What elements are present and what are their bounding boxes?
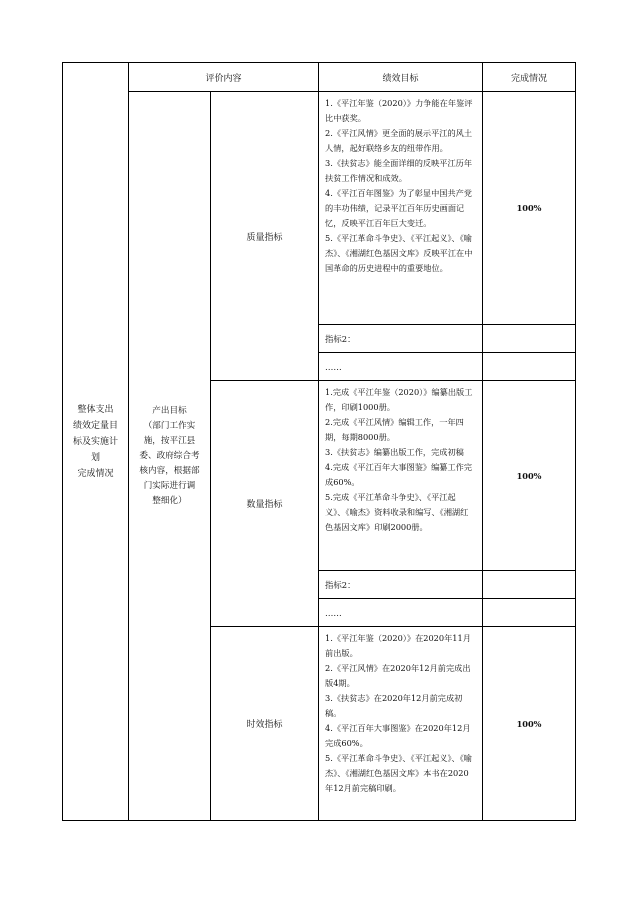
output-label-line: 核内容，根据部 [139,465,200,476]
ellipsis-label: …… [319,353,483,381]
target-item: 3.《扶贫志》编纂出版工作，完成初稿 [325,447,464,457]
side-label-line: 划 [90,452,100,463]
quality-completion: 100% [483,92,576,325]
indicator-2-label: 指标2： [319,571,483,599]
target-item: 2.《平江风情》在2020年12月前完成出版4期。 [325,663,471,688]
target-item: 5.《平江革命斗争史》、《平江起义》、《喻杰》、《湘湖红色基因文库》反映平江在中国革命的历史进程中的重要地位。 [325,233,473,273]
target-item: 1.《平江年鉴（2020）》在2020年11月前出版。 [325,633,471,658]
target-item: 1.完成《平江年鉴（2020）》编纂出版工作，印刷1000册。 [325,387,473,412]
side-label-line: 标及实施计 [72,436,118,447]
target-item: 4.《平江百年大事图鉴》在2020年12月完成60%。 [325,723,471,748]
output-label-line: （部门工作实 [143,420,196,431]
empty-completion-cell [483,599,576,627]
output-label-line: 整细化） [152,495,187,506]
category-quality: 质量指标 [211,92,319,381]
target-item: 5.完成《平江革命斗争史》、《平江起义》、《喻杰》资料收录和编写、《湘湖红色基因文库》印刷2000册。 [325,492,469,532]
quality-targets [319,92,483,325]
quantity-targets [319,381,483,571]
header-row [63,63,576,92]
target-item: 3.《扶贫志》在2020年12月前完成初稿。 [325,693,463,718]
empty-completion-cell [483,353,576,381]
performance-table [62,62,576,821]
empty-completion-cell [483,571,576,599]
side-label-line: 完成情况 [77,468,114,479]
timeliness-completion: 100% [483,627,576,821]
target-item: 4.完成《平江百年大事图鉴》编纂工作完成60%。 [325,462,473,487]
target-item: 1.《平江年鉴（2020）》力争能在年鉴评比中获奖。 [325,98,473,123]
target-item: 3.《扶贫志》能全面详细的反映平江历年扶贫工作情况和成效。 [325,158,473,183]
output-label-line: 产出目标 [152,405,187,416]
header-completion: 完成情况 [483,63,576,92]
indicator-2-label: 指标2： [319,325,483,353]
quality-row [63,92,576,325]
header-perf-target: 绩效目标 [319,63,483,92]
output-label-cell [129,92,211,821]
output-label-line: 施，按平江县 [143,435,196,446]
target-item: 5.《平江革命斗争史》、《平江起义》、《喻杰》、《湘湖红色基因文库》本书在2020年12月前完稿印刷。 [325,753,472,793]
ellipsis-label: …… [319,599,483,627]
side-label-line: 绩效定量目 [72,420,118,431]
category-quantity: 数量指标 [211,381,319,627]
timeliness-targets [319,627,483,821]
target-item: 2.完成《平江风情》编辑工作，一年四期，每期8000册。 [325,417,464,442]
side-label-cell [63,63,129,821]
empty-completion-cell [483,325,576,353]
quantity-completion: 100% [483,381,576,571]
target-item: 4.《平江百年图鉴》为了彰显中国共产党的丰功伟绩，记录平江百年历史画面记忆，反映平江百年巨大变迁。 [325,188,473,228]
header-eval-content: 评价内容 [129,63,319,92]
output-label-line: 委、政府综合考 [139,450,200,461]
target-item: 2.《平江风情》更全面的展示平江的风土人情，起好联络乡友的纽带作用。 [325,128,473,153]
output-label-line: 门实际进行调 [143,480,196,491]
performance-table-frame [62,62,575,819]
side-label-line: 整体支出 [77,404,114,415]
category-timeliness: 时效指标 [211,627,319,821]
